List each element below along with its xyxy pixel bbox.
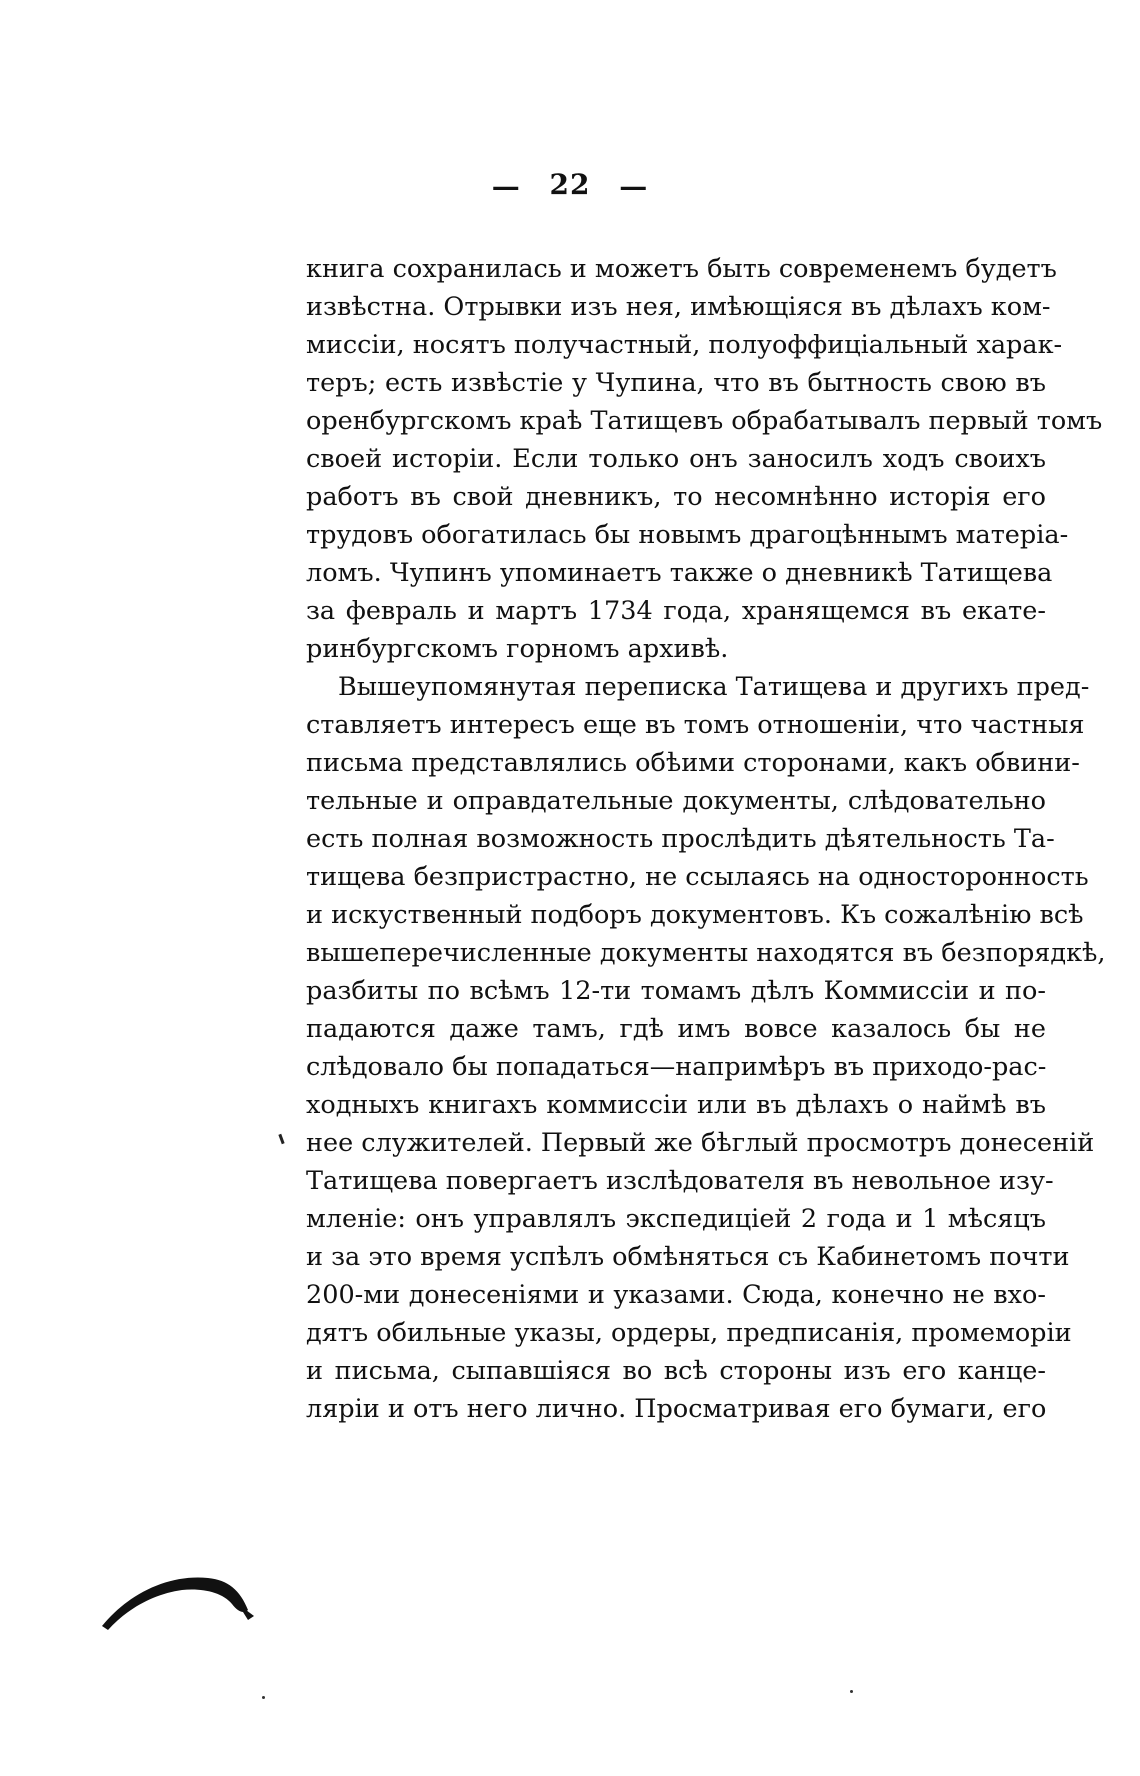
text-line: оренбургскомъ краѣ Татищевъ обрабатывалъ первый томъ [306, 406, 1103, 436]
text-line: Татищева повергаетъ изслѣдователя въ невольное изу- [306, 1166, 1054, 1196]
paragraph-2 [306, 668, 1106, 1428]
text-line: ринбургскомъ горномъ архивѣ. [306, 634, 729, 664]
paragraph-1 [306, 250, 1103, 668]
text-line: и за это время успѣлъ обмѣняться съ Кабинетомъ почти [306, 1242, 1070, 1272]
page-number-dash-left: — [491, 170, 521, 203]
text-line: есть полная возможность прослѣдить дѣятельность Та- [306, 824, 1055, 854]
page-number-value: 22 [549, 168, 591, 201]
ink-stroke-mark [98, 1554, 258, 1644]
text-line: тищева безпристрастно, не ссылаясь на односторонность [306, 862, 1089, 892]
text-line: Вышеупомянутая переписка Татищева и другихъ пред- [338, 672, 1090, 702]
text-line: дятъ обильные указы, ордеры, предписанія, промеморіи [306, 1318, 1072, 1348]
text-line: мленіе: онъ управлялъ экспедиціей 2 года и 1 мѣсяцъ [306, 1204, 1046, 1234]
text-line: падаются даже тамъ, гдѣ имъ вовсе казалось бы не [306, 1014, 1046, 1044]
text-line: ходныхъ книгахъ коммиссіи или въ дѣлахъ о наймѣ въ [306, 1090, 1046, 1120]
ink-speck [850, 1690, 853, 1693]
text-line: вышеперечисленные документы находятся въ безпорядкѣ, [306, 938, 1106, 968]
page-number [0, 168, 1140, 203]
text-line: нее служителей. Первый же бѣглый просмотръ донесеній [306, 1128, 1095, 1158]
text-line: книга сохранилась и можетъ быть современемъ будетъ [306, 254, 1057, 284]
page-number-dash-right: — [619, 170, 649, 203]
text-line: ставляетъ интересъ еще въ томъ отношеніи, что частныя [306, 710, 1085, 740]
text-line: письма представлялись обѣими сторонами, какъ обвини- [306, 748, 1080, 778]
text-line: ломъ. Чупинъ упоминаетъ также о дневникѣ Татищева [306, 558, 1053, 588]
text-line: миссіи, носятъ получастный, полуоффиціальный харак- [306, 330, 1063, 360]
text-line: 200-ми донесеніями и указами. Сюда, конечно не вхо- [306, 1280, 1046, 1310]
text-line: теръ; есть извѣстіе у Чупина, что въ бытность свою въ [306, 368, 1046, 398]
text-line: слѣдовало бы попадаться—напримѣръ въ приходо-рас- [306, 1052, 1047, 1082]
text-line: своей исторіи. Если только онъ заносилъ ходъ своихъ [306, 444, 1046, 474]
text-line: трудовъ обогатилась бы новымъ драгоцѣннымъ матеріа- [306, 520, 1069, 550]
text-line: ляріи и отъ него лично. Просматривая его бумаги, его [306, 1394, 1047, 1424]
margin-mark [278, 1134, 284, 1144]
text-line: за февраль и мартъ 1734 года, хранящемся въ екате- [306, 596, 1046, 626]
body-text [306, 250, 1106, 1428]
text-line: разбиты по всѣмъ 12-ти томамъ дѣлъ Коммиссіи и по- [306, 976, 1046, 1006]
ink-speck [262, 1696, 265, 1699]
text-line: и письма, сыпавшіяся во всѣ стороны изъ его канце- [306, 1356, 1046, 1386]
text-line: тельные и оправдательные документы, слѣдовательно [306, 786, 1046, 816]
text-line: извѣстна. Отрывки изъ нея, имѣющіяся въ дѣлахъ ком- [306, 292, 1051, 322]
text-line: и искуственный подборъ документовъ. Къ сожалѣнію всѣ [306, 900, 1084, 930]
text-line: работъ въ свой дневникъ, то несомнѣнно исторія его [306, 482, 1046, 512]
